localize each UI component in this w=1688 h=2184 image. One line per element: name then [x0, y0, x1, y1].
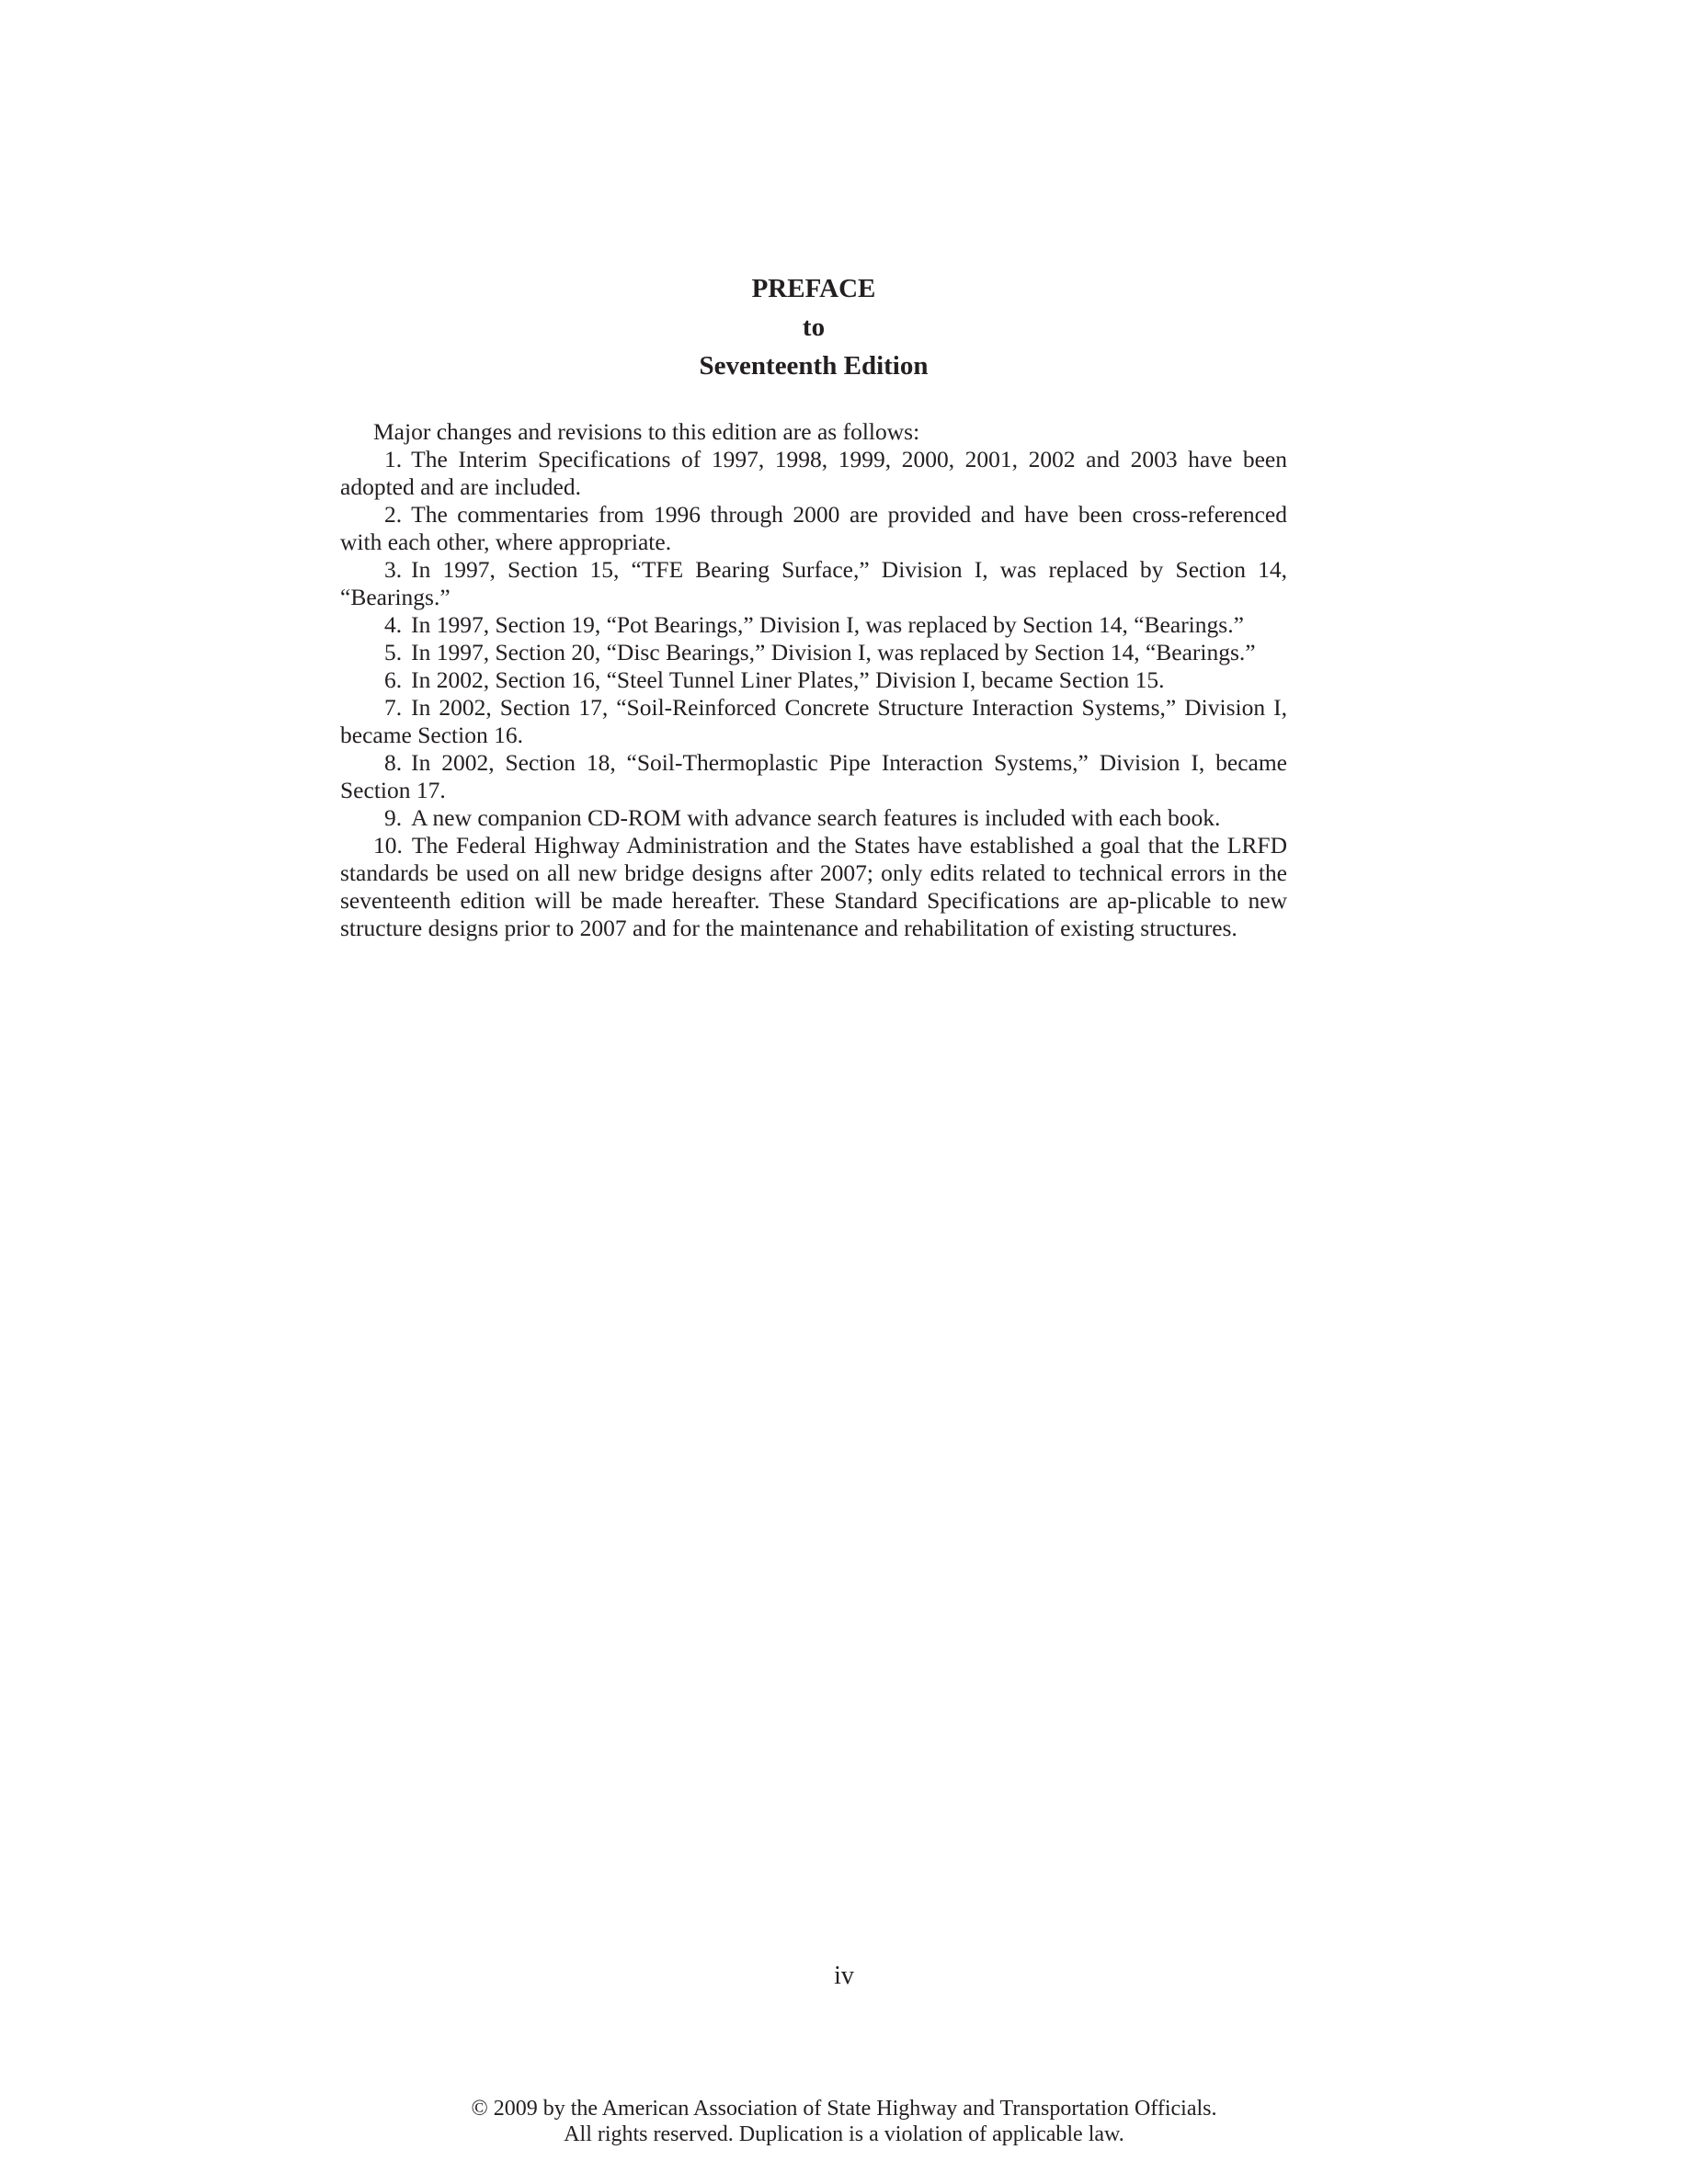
- list-item: [340, 501, 1287, 556]
- item-number: 3.: [384, 556, 403, 583]
- item-number: 10.: [373, 832, 403, 859]
- list-item: [340, 666, 1287, 694]
- intro-paragraph: Major changes and revisions to this edition are as follows:: [373, 418, 920, 445]
- list-item: [340, 611, 1287, 639]
- heading-line-2: to: [802, 313, 826, 342]
- preface-body: [340, 418, 1287, 942]
- item-number: 5.: [384, 639, 403, 665]
- list-item: [340, 639, 1287, 666]
- item-text: In 1997, Section 20, “Disc Bearings,” Division I, was replaced by Section 14, “Bearings.”: [411, 639, 1256, 665]
- item-number: 6.: [384, 666, 403, 693]
- item-text: A new companion CD-ROM with advance search features is included with each book.: [411, 804, 1221, 831]
- item-text: In 1997, Section 19, “Pot Bearings,” Division I, was replaced by Section 14, “Bearings.”: [411, 611, 1244, 638]
- list-item: [340, 832, 1287, 942]
- heading-line-3: Seventeenth Edition: [699, 351, 929, 381]
- footer-line-2: All rights reserved. Duplication is a violation of applicable law.: [564, 2122, 1124, 2146]
- footer-line-1: © 2009 by the American Association of State Highway and Transportation Officials.: [471, 2097, 1217, 2121]
- preface-heading: [340, 269, 1287, 385]
- list-item: [340, 694, 1287, 749]
- item-text: In 2002, Section 18, “Soil-Thermoplastic Pipe Interaction Systems,” Division I, became Section 17.: [340, 749, 1287, 803]
- item-text: In 2002, Section 17, “Soil-Reinforced Concrete Structure Interaction Systems,” Division I, became Section 16.: [340, 694, 1287, 748]
- item-number: 1.: [384, 446, 403, 472]
- item-number: 2.: [384, 501, 403, 528]
- copyright-footer: [0, 2096, 1688, 2147]
- page-number: iv: [834, 1962, 854, 1990]
- item-number: 8.: [384, 749, 403, 776]
- item-text: The Interim Specifications of 1997, 1998, 1999, 2000, 2001, 2002 and 2003 have been adopted and are included.: [340, 446, 1287, 500]
- list-item: [340, 446, 1287, 501]
- item-text: The commentaries from 1996 through 2000 are provided and have been cross-referenced with each other, where appropriate.: [340, 501, 1287, 555]
- item-text: In 2002, Section 16, “Steel Tunnel Liner Plates,” Division I, became Section 15.: [411, 666, 1165, 693]
- item-text: The Federal Highway Administration and the States have established a goal that the LRFD standards be used on all new bridge designs after 2007; only edits related to technical errors in the seventeenth edition will be made hereafter. These Standard Specifications are ap-plicable to new structure designs prior to 2007 and for the maintenance and rehabilitation of existing structures.: [340, 832, 1287, 941]
- list-item: [340, 556, 1287, 611]
- item-text: In 1997, Section 15, “TFE Bearing Surface,” Division I, was replaced by Section 14, “Bearings.”: [340, 556, 1287, 610]
- list-item: [340, 749, 1287, 804]
- list-item: [340, 804, 1287, 832]
- item-number: 7.: [384, 694, 403, 721]
- heading-line-1: PREFACE: [751, 274, 876, 303]
- item-number: 4.: [384, 611, 403, 638]
- item-number: 9.: [384, 804, 403, 831]
